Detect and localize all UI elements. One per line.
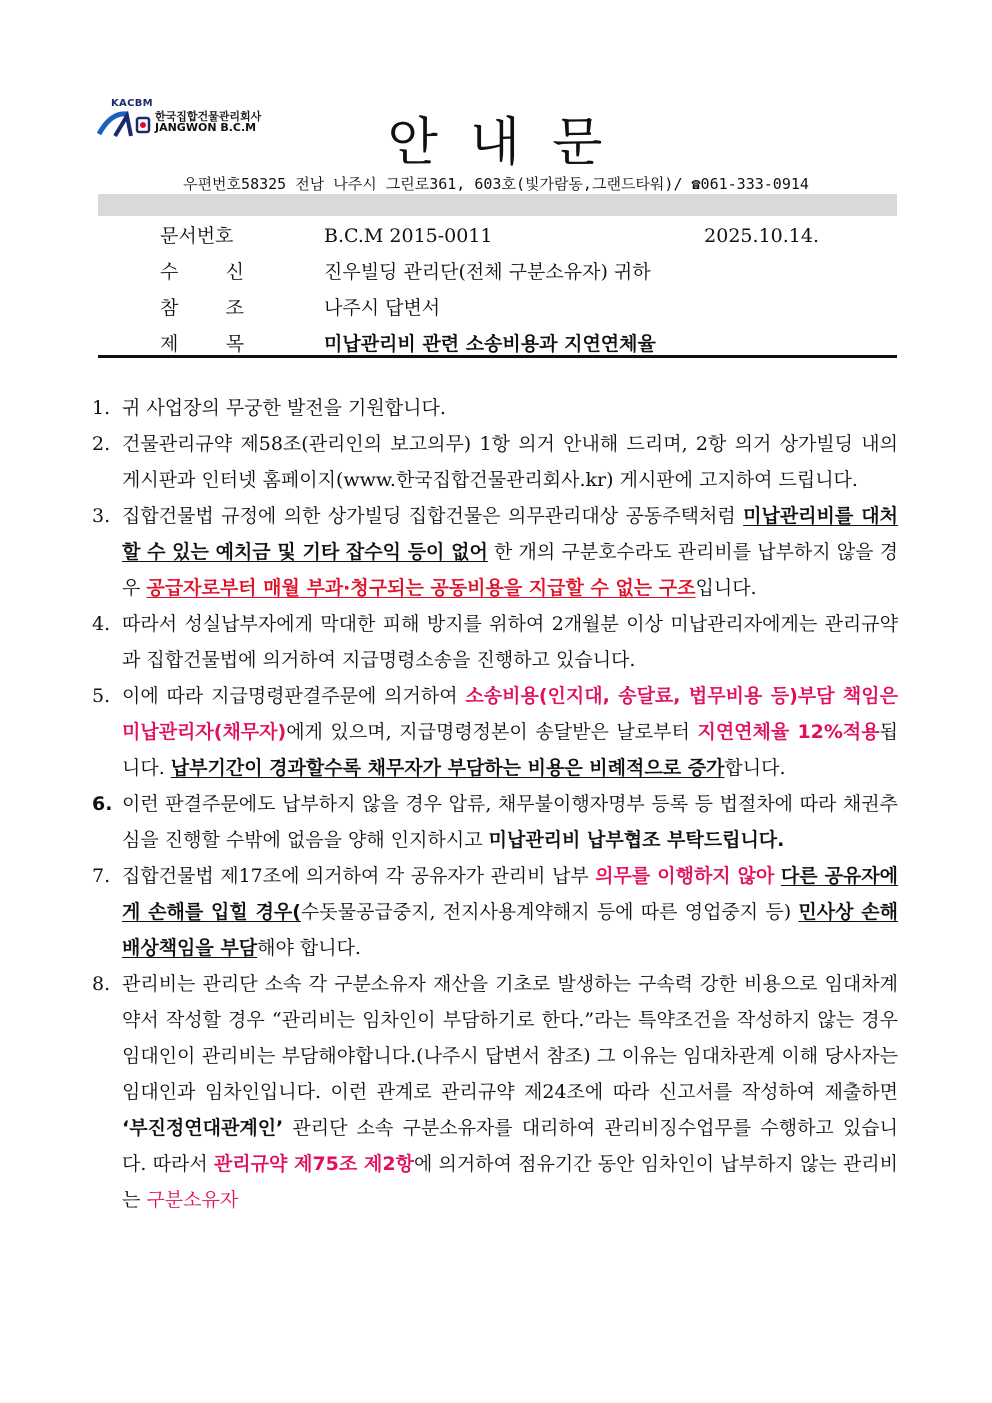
- item-number: 1.: [92, 397, 111, 419]
- document-meta: [98, 218, 897, 362]
- emphasis-bold: 미납관리비 납부협조 부탁드립니다.: [488, 829, 785, 851]
- item-text: 집합건물법 규정에 의한 상가빌딩 집합건물은 의무관리대상 공동주택처럼 미납관리비를 대처할 수 있는 예치금 및 기타 잡수익 등이 없어 한 개의 구분호수라도 관리비를 납부하지 않을 경우 공급자로부터 매월 부과·청구되는 공동비용을 지급할 수 없는 구조입니다.: [122, 505, 899, 599]
- emphasis-underline: 다른 공유자에게 손해를 입힐 경우(: [122, 865, 898, 923]
- item-text: 귀 사업장의 무궁한 발전을 기원합니다.: [122, 397, 446, 419]
- meta-row-doc-number: [98, 218, 897, 254]
- item-text: 집합건물법 제17조에 의거하여 각 공유자가 관리비 납부 의무를 이행하지 않아 다른 공유자에게 손해를 입힐 경우(수돗물공급중지, 전지사용계약해지 등에 따른 영업중지 등) 민사상 손해배상책임을 부담해야 합니다.: [122, 865, 898, 959]
- logo-korean-name: 한국집합건물관리회사: [155, 110, 262, 123]
- emphasis-red: 공급자로부터 매월 부과·청구되는 공동비용을 지급할 수 없는 구조: [146, 577, 696, 599]
- emphasis-bold: ‘부진정연대관계인’: [122, 1117, 284, 1139]
- subject-label: 제 목: [160, 333, 244, 355]
- meta-bottom-rule: [98, 355, 897, 358]
- item-number: 6.: [92, 793, 113, 815]
- reference-label: 참 조: [160, 297, 244, 319]
- list-item: [92, 858, 898, 966]
- doc-number-label: 문서번호: [160, 225, 234, 247]
- item-text: 따라서 성실납부자에게 막대한 피해 방지를 위하여 2개월분 이상 미납관리자에게는 관리규약과 집합건물법에 의거하여 지급명령소송을 진행하고 있습니다.: [122, 613, 898, 671]
- list-item: [92, 498, 898, 606]
- item-number: 2.: [92, 433, 111, 455]
- list-item: [92, 786, 898, 858]
- item-number: 7.: [92, 865, 111, 887]
- subject-value: 미납관리비 관련 소송비용과 지연연체율: [324, 333, 656, 355]
- logo-abbr: KACBM: [111, 98, 153, 109]
- emphasis-underline: 납부기간이 경과할수록 채무자가 부담하는 비용은 비례적으로 증가: [170, 757, 725, 779]
- recipient-value: 진우빌딩 관리단(전체 구분소유자) 귀하: [324, 261, 651, 283]
- item-text: 관리비는 관리단 소속 각 구분소유자 재산을 기초로 발생하는 구속력 강한 비용으로 임대차계약서 작성할 경우 “관리비는 임차인이 부담하기로 한다.”라는 특약조건을 작성하지 않는 경우 임대인이 관리비는 부담해야합니다.(나주시 답변서 참조) 그 이유는 임대차관계 이해 당사자는 임대인과 임차인입니다. 이런 관계로 관리규약 제24조에 따라 신고서를 작성하여 제출하면 ‘부진정연대관계인’ 관리단 소속 구분소유자를 대리하여 관리비징수업무를 수행하고 있습니다. 따라서 관리규약 제75조 제2항에 의거하여 점유기간 동안 임차인이 납부하지 않는 관리비는 구분소유자: [122, 973, 898, 1211]
- emphasis-underline: 민사상 손해배상책임을 부담: [122, 901, 898, 959]
- emphasis-pink: 지연연체율 12%적용: [697, 721, 880, 743]
- logo-english-name: JANGWON B.C.M: [155, 121, 257, 134]
- list-item: [92, 966, 898, 1218]
- recipient-label: 수 신: [160, 261, 244, 283]
- meta-row-recipient: [98, 254, 897, 290]
- list-item: [92, 390, 898, 426]
- item-text: 이런 판결주문에도 납부하지 않을 경우 압류, 채무불이행자명부 등록 등 법절차에 따라 채권추심을 진행할 수밖에 없음을 양해 인지하시고 미납관리비 납부협조 부탁드립니다.: [122, 793, 898, 851]
- emphasis-pink: 의무를 이행하지 않아: [595, 865, 775, 887]
- doc-number-value: B.C.M 2015-0011: [324, 225, 493, 247]
- item-text: 이에 따라 지급명령판결주문에 의거하여 소송비용(인지대, 송달료, 법무비용 등)부담 책임은 미납관리자(채무자)에게 있으며, 지급명령정본이 송달받은 날로부터 지연연체율 12%적용됩니다. 납부기간이 경과할수록 채무자가 부담하는 비용은 비례적으로 증가합니다.: [122, 685, 898, 779]
- emphasis-pink: 관리규약 제75조 제2항: [213, 1153, 414, 1175]
- list-item: [92, 678, 898, 786]
- list-item: [92, 606, 898, 678]
- item-text: 건물관리규약 제58조(관리인의 보고의무) 1항 의거 안내해 드리며, 2항 의거 상가빌딩 내의 게시판과 인터넷 홈페이지(www.한국집합건물관리회사.kr) 게시판에 고지하여 드립니다.: [122, 433, 898, 491]
- sender-address: 우편번호58325 전남 나주시 그린로361, 603호(빛가람동,그랜드타워)/ ☎061-333-0914: [183, 175, 809, 193]
- item-number: 3.: [92, 505, 111, 527]
- header-divider-band: [98, 194, 897, 216]
- list-item: [92, 426, 898, 498]
- meta-row-reference: [98, 290, 897, 326]
- item-number: 8.: [92, 973, 111, 995]
- emphasis-red-light: 구분소유자: [146, 1189, 239, 1211]
- emphasis-underline: 미납관리비를 대처할 수 있는 예치금 및 기타 잡수익 등이 없어: [122, 505, 898, 563]
- notice-body: [92, 390, 898, 1218]
- item-number: 4.: [92, 613, 111, 635]
- reference-value: 나주시 답변서: [324, 297, 441, 319]
- page-title: 안내문: [387, 113, 635, 173]
- emphasis-pink: 소송비용(인지대, 송달료, 법무비용 등)부담 책임은 미납관리자(채무자): [122, 685, 898, 743]
- item-number: 5.: [92, 685, 111, 707]
- doc-date: 2025.10.14.: [704, 225, 819, 247]
